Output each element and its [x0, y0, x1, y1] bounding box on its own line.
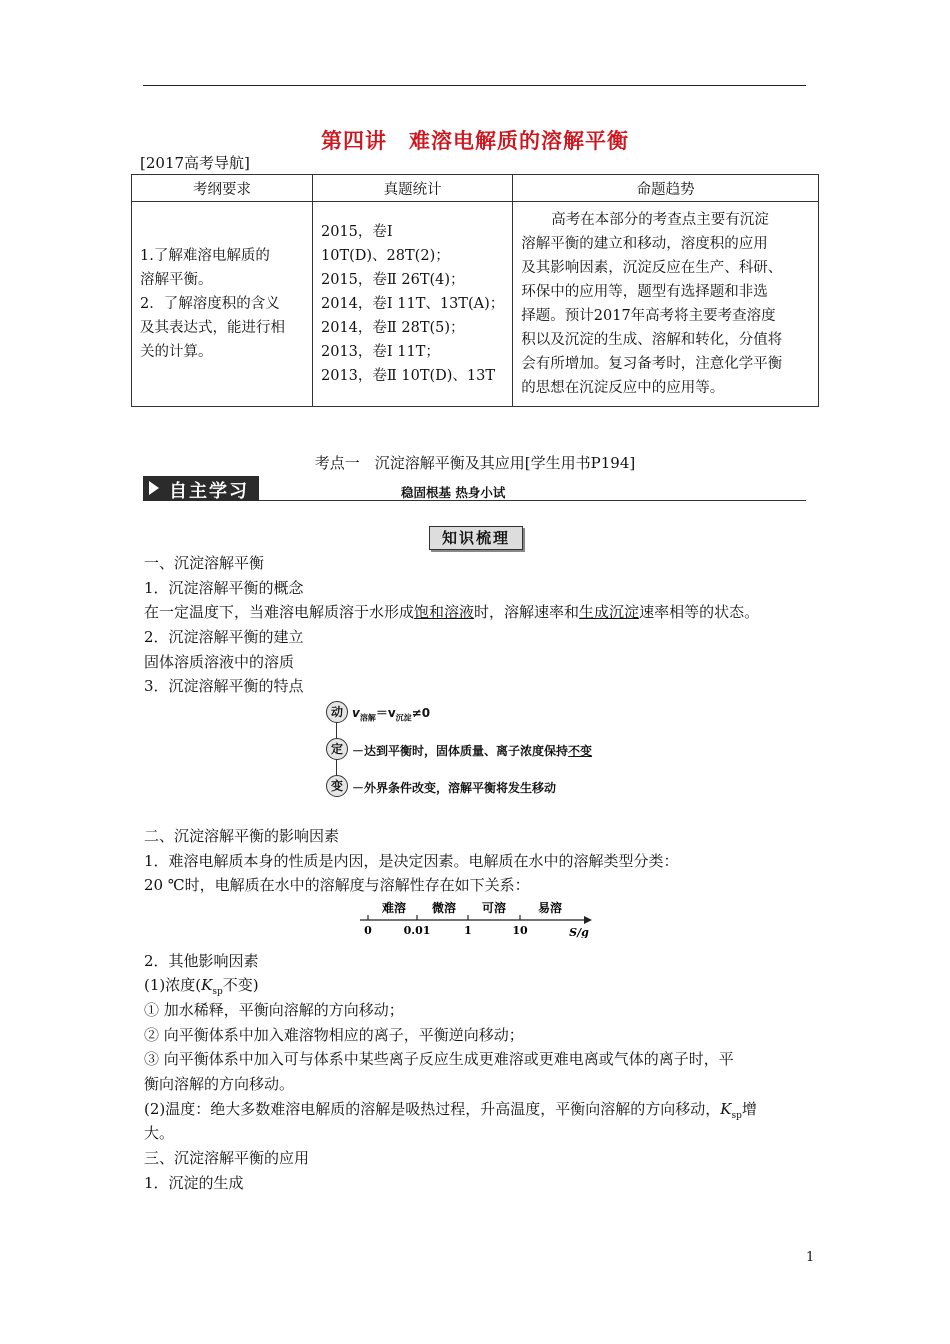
s2-p3: 2．其他影响因素 — [144, 952, 259, 970]
knowledge-tag: 知识梳理 — [429, 526, 523, 550]
dynamic-circle: 动 — [326, 701, 348, 723]
cell-line: 10T(D)、28T(2)； — [321, 248, 450, 264]
text-span: sp — [731, 1111, 742, 1121]
section-1-heading: 一、沉淀溶解平衡 — [144, 554, 265, 572]
overview-table — [131, 174, 819, 407]
cell-line: 2013，卷Ⅱ 10T(D)、13T — [321, 368, 496, 384]
feature-dynamic-text — [352, 704, 430, 723]
cell-line: 高考在本部分的考查点主要有沉淀 — [551, 212, 769, 228]
s2-p6: ② 向平衡体系中加入难溶物相应的离子，平衡逆向移动； — [144, 1026, 524, 1044]
text-span: v — [352, 706, 360, 720]
blank-answer: 生成沉淀 — [579, 603, 640, 621]
cell-line: 关的计算。 — [140, 344, 213, 360]
cell-line: 环保中的应用等，题型有选择题和非选 — [521, 284, 768, 300]
text-span: 增 — [741, 1100, 757, 1118]
page-number: 1 — [806, 1250, 815, 1265]
cell-line: 1.了解难溶电解质的 — [140, 248, 270, 264]
text-span: (1)浓度( — [144, 976, 202, 994]
header-requirements: 考纲要求 — [132, 175, 313, 202]
text-span: 外界条件改变，溶解平衡将发生移动 — [364, 781, 557, 795]
header-statistics: 真题统计 — [313, 175, 513, 202]
scale-label: 易溶 — [537, 901, 563, 915]
s3-p1: 1．沉淀的生成 — [144, 1174, 244, 1192]
s2-p8c: 大。 — [144, 1124, 175, 1142]
blank-answer: 不变 — [568, 744, 593, 758]
text-span: 不变) — [222, 976, 259, 994]
scale-label: 难溶 — [381, 901, 407, 915]
solubility-scale — [360, 898, 600, 938]
text-span: 时，溶解速率和 — [474, 603, 580, 621]
text-span: 达到平衡时，固体质量、离子浓度保持 — [364, 744, 569, 758]
banner-label: 自主学习 — [169, 481, 249, 502]
change-circle: 变 — [326, 775, 348, 797]
text-span: 溶解 — [359, 713, 376, 723]
s1-p2a: 固体溶质溶液中的溶质 — [144, 653, 295, 671]
s2-p2: 20 ℃时，电解质在水中的溶解度与溶解性存在如下关系： — [144, 876, 530, 894]
text-span: 速率相等的状态。 — [639, 603, 760, 621]
scale-tick-label: 1 — [464, 924, 472, 937]
s1-p2: 2．沉淀溶解平衡的建立 — [144, 628, 304, 646]
text-span: ＝v — [375, 706, 396, 720]
text-span: 沉淀 — [395, 713, 412, 723]
text-span: (2)温度：绝大多数难溶电解质的溶解是吸热过程，升高温度，平衡向溶解的方向移动， — [144, 1100, 721, 1118]
arrow-head-icon — [584, 916, 592, 924]
text-span: 在一定温度下，当难溶电解质溶于水形成 — [144, 603, 415, 621]
scale-tick-label: 0 — [364, 924, 372, 937]
section-2-heading: 二、沉淀溶解平衡的影响因素 — [144, 827, 340, 845]
play-triangle-icon — [149, 481, 159, 495]
s1-p1: 1．沉淀溶解平衡的概念 — [144, 579, 304, 597]
kaodian-heading: 考点一 沉淀溶解平衡及其应用[学生用书P194] — [314, 454, 636, 472]
s2-p7b: 衡向溶解的方向移动。 — [144, 1075, 295, 1093]
text-span: K — [201, 976, 213, 994]
cell-line: 2．了解溶度积的含义 — [140, 296, 280, 312]
scale-label: 可溶 — [481, 901, 507, 915]
s1-p3: 3．沉淀溶解平衡的特点 — [144, 677, 304, 695]
cell-line: 2014，卷Ⅰ 11T、13T(A)； — [321, 296, 505, 312]
s2-p7: ③ 向平衡体系中加入可与体系中某些离子反应生成更难溶或更难电离或气体的离子时，平 — [144, 1050, 734, 1068]
trend-cell — [513, 202, 819, 407]
feature-change-text: －外界条件改变，溶解平衡将发生移动 — [352, 781, 557, 795]
banner-rule — [259, 500, 806, 501]
cell-line: 溶解平衡的建立和移动，溶度积的应用 — [521, 236, 768, 252]
banner-box — [143, 476, 259, 501]
s2-p5: ① 加水稀释，平衡向溶解的方向移动； — [144, 1001, 404, 1019]
fixed-circle: 定 — [326, 738, 348, 760]
banner-subtitle: 稳固根基 热身小试 — [401, 485, 506, 500]
cell-line: 溶解平衡。 — [140, 272, 213, 288]
section-nav-label: [2017高考导航] — [140, 154, 250, 172]
s1-definition — [144, 600, 844, 624]
table-row — [132, 202, 819, 407]
text-span: sp — [212, 987, 223, 997]
cell-line: 择题。预计2017年高考将主要考查溶度 — [521, 308, 776, 324]
features-diagram — [322, 700, 642, 802]
cell-line: 2014，卷Ⅱ 28T(5)； — [321, 320, 465, 336]
cell-line: 2015，卷Ⅰ — [321, 224, 393, 240]
requirements-cell — [132, 202, 313, 407]
cell-line: 及其表达式，能进行相 — [140, 320, 285, 336]
page-title: 第四讲 难溶电解质的溶解平衡 — [321, 129, 629, 153]
statistics-cell — [313, 202, 513, 407]
self-study-banner — [143, 476, 806, 502]
cell-line: 的思想在沉淀反应中的应用等。 — [521, 380, 725, 396]
cell-line: 及其影响因素，沉淀反应在生产、科研、 — [521, 260, 783, 276]
scale-tick-label: 10 — [512, 924, 528, 937]
cell-line: 2013，卷Ⅰ 11T； — [321, 344, 440, 360]
scale-tick-label: 0.01 — [403, 924, 431, 937]
text-span: ≠0 — [411, 706, 431, 720]
scale-unit: S/g — [569, 926, 589, 938]
feature-fixed-text: －达到平衡时，固体质量、离子浓度保持不变 — [352, 744, 593, 758]
section-3-heading: 三、沉淀溶解平衡的应用 — [144, 1149, 310, 1167]
s2-p1: 1．难溶电解质本身的性质是内因，是决定因素。电解质在水中的溶解类型分类： — [144, 852, 679, 870]
cell-line: 2015，卷Ⅱ 26T(4)； — [321, 272, 465, 288]
header-trend: 命题趋势 — [513, 175, 819, 202]
text-span: K — [720, 1100, 732, 1118]
table-header-row — [132, 175, 819, 202]
cell-line: 积以及沉淀的生成、溶解和转化，分值将 — [521, 332, 783, 348]
blank-answer: 饱和溶液 — [414, 603, 475, 621]
header-rule — [143, 85, 806, 86]
cell-line: 会有所增加。复习备考时，注意化学平衡 — [521, 356, 783, 372]
scale-label: 微溶 — [431, 901, 457, 915]
